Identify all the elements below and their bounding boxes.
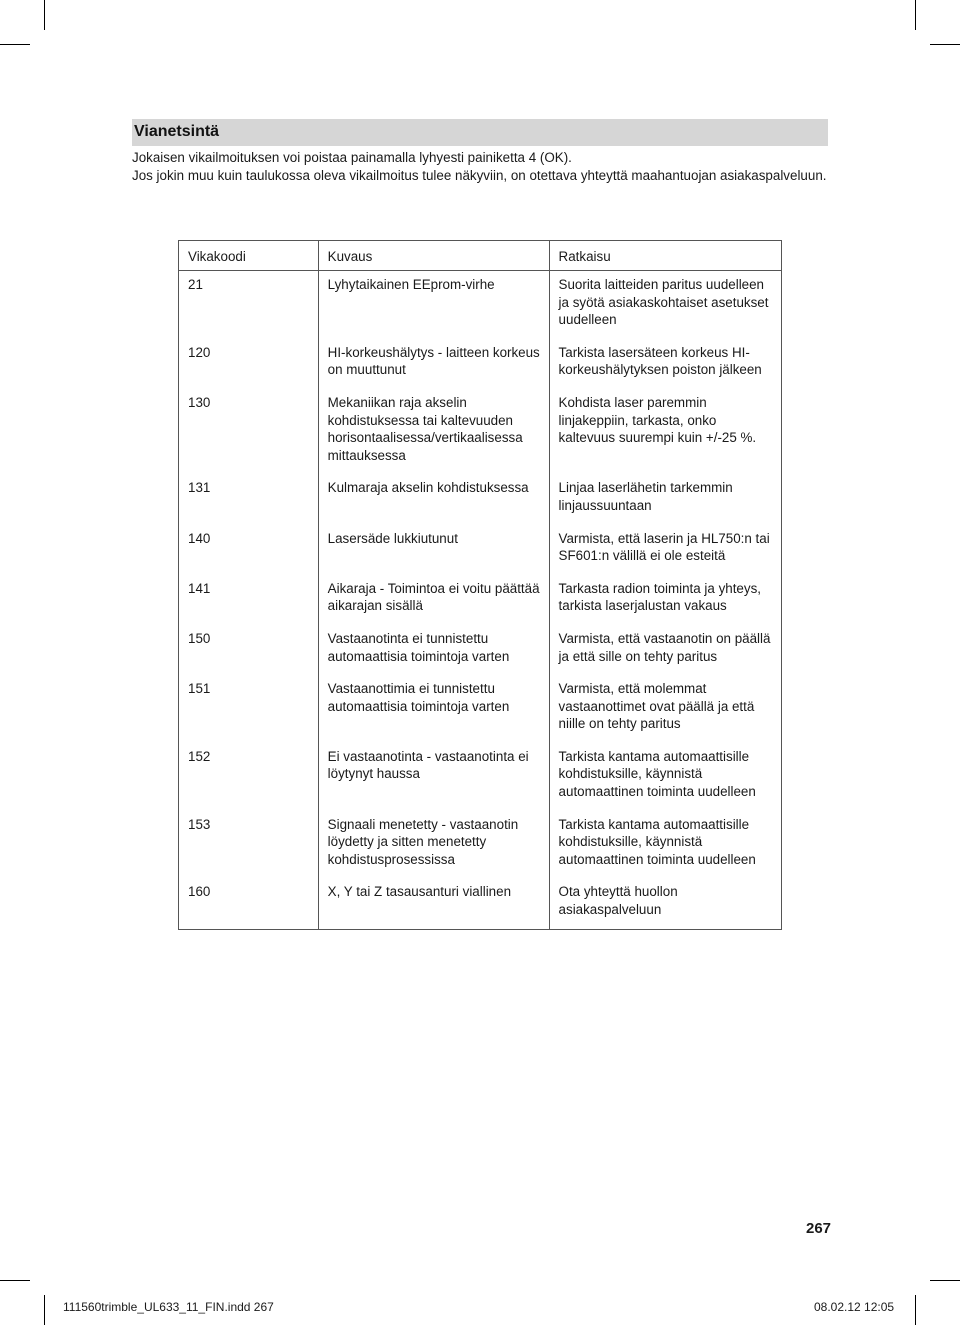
description-cell: Kulmaraja akselin kohdistuksessa [318, 474, 549, 524]
solution-cell: Tarkista lasersäteen korkeus HI-korkeushälytyksen poiston jälkeen [549, 339, 781, 389]
crop-mark [915, 0, 916, 30]
solution-cell: Varmista, että molemmat vastaanottimet ovat päällä ja että niille on tehty paritus [549, 675, 781, 743]
error-code-cell: 152 [179, 743, 319, 811]
intro-line: Jos jokin muu kuin taulukossa oleva vikailmoitus tulee näkyviin, on otettava yhteyttä maahantuojan asiakaspalveluun. [132, 167, 827, 183]
table-row [179, 811, 782, 879]
crop-mark [44, 0, 45, 30]
table-row [179, 389, 782, 474]
solution-cell: Linjaa laserlähetin tarkemmin linjaussuuntaan [549, 474, 781, 524]
footer-file-info: 111560trimble_UL633_11_FIN.indd 267 [63, 1300, 274, 1314]
error-code-cell: 160 [179, 878, 319, 929]
footer-datetime: 08.02.12 12:05 [814, 1300, 895, 1314]
description-cell: HI-korkeushälytys - laitteen korkeus on muuttunut [318, 339, 549, 389]
solution-cell: Suorita laitteiden paritus uudelleen ja syötä asiakaskohtaiset asetukset uudelleen [549, 271, 781, 339]
solution-cell: Tarkista kantama automaattisille kohdistuksille, käynnistä automaattinen toiminta uudelleen [549, 811, 781, 879]
column-header: Ratkaisu [549, 241, 781, 271]
error-code-cell: 151 [179, 675, 319, 743]
table-row [179, 339, 782, 389]
intro-text [132, 149, 828, 184]
error-code-table [178, 240, 782, 930]
table-row [179, 271, 782, 339]
description-cell: Mekaniikan raja akselin kohdistuksessa tai kaltevuuden horisontaalisessa/vertikaalisessa mittauksessa [318, 389, 549, 474]
error-code-cell: 130 [179, 389, 319, 474]
error-code-cell: 120 [179, 339, 319, 389]
description-cell: Aikaraja - Toimintoa ei voitu päättää aikarajan sisällä [318, 575, 549, 625]
table-row [179, 675, 782, 743]
page-number: 267 [806, 1220, 832, 1237]
error-code-cell: 140 [179, 525, 319, 575]
description-cell: Vastaanottimia ei tunnistettu automaattisia toimintoja varten [318, 675, 549, 743]
description-cell: Ei vastaanotinta - vastaanotinta ei löytynyt haussa [318, 743, 549, 811]
description-cell: Signaali menetetty - vastaanotin löydetty ja sitten menetetty kohdistusprosessissa [318, 811, 549, 879]
error-code-cell: 150 [179, 625, 319, 675]
section-title: Vianetsintä [134, 123, 220, 140]
crop-mark [930, 44, 960, 45]
solution-cell: Ota yhteyttä huollon asiakaspalveluun [549, 878, 781, 929]
table-row [179, 625, 782, 675]
error-code-cell: 21 [179, 271, 319, 339]
crop-mark [0, 44, 30, 45]
table-row [179, 878, 782, 929]
column-header: Kuvaus [318, 241, 549, 271]
solution-cell: Varmista, että vastaanotin on päällä ja että sille on tehty paritus [549, 625, 781, 675]
crop-mark [915, 1295, 916, 1325]
column-header: Vikakoodi [179, 241, 319, 271]
description-cell: Vastaanotinta ei tunnistettu automaattisia toimintoja varten [318, 625, 549, 675]
solution-cell: Varmista, että laserin ja HL750:n tai SF601:n välillä ei ole esteitä [549, 525, 781, 575]
description-cell: X, Y tai Z tasausanturi viallinen [318, 878, 549, 929]
crop-mark [0, 1280, 30, 1281]
intro-line: Jokaisen vikailmoituksen voi poistaa painamalla lyhyesti painiketta 4 (OK). [132, 150, 572, 165]
table-row [179, 743, 782, 811]
solution-cell: Tarkista kantama automaattisille kohdistuksille, käynnistä automaattinen toiminta uudelleen [549, 743, 781, 811]
table-row [179, 525, 782, 575]
error-code-cell: 141 [179, 575, 319, 625]
description-cell: Lasersäde lukkiutunut [318, 525, 549, 575]
crop-mark [44, 1295, 45, 1325]
table-header-row [179, 241, 782, 271]
error-code-cell: 153 [179, 811, 319, 879]
description-cell: Lyhytaikainen EEprom-virhe [318, 271, 549, 339]
table-row [179, 474, 782, 524]
solution-cell: Kohdista laser paremmin linjakeppiin, tarkasta, onko kaltevuus suurempi kuin +/-25 %. [549, 389, 781, 474]
crop-mark [930, 1280, 960, 1281]
table-row [179, 575, 782, 625]
solution-cell: Tarkasta radion toiminta ja yhteys, tarkista laserjalustan vakaus [549, 575, 781, 625]
section-header [132, 119, 828, 146]
error-code-cell: 131 [179, 474, 319, 524]
